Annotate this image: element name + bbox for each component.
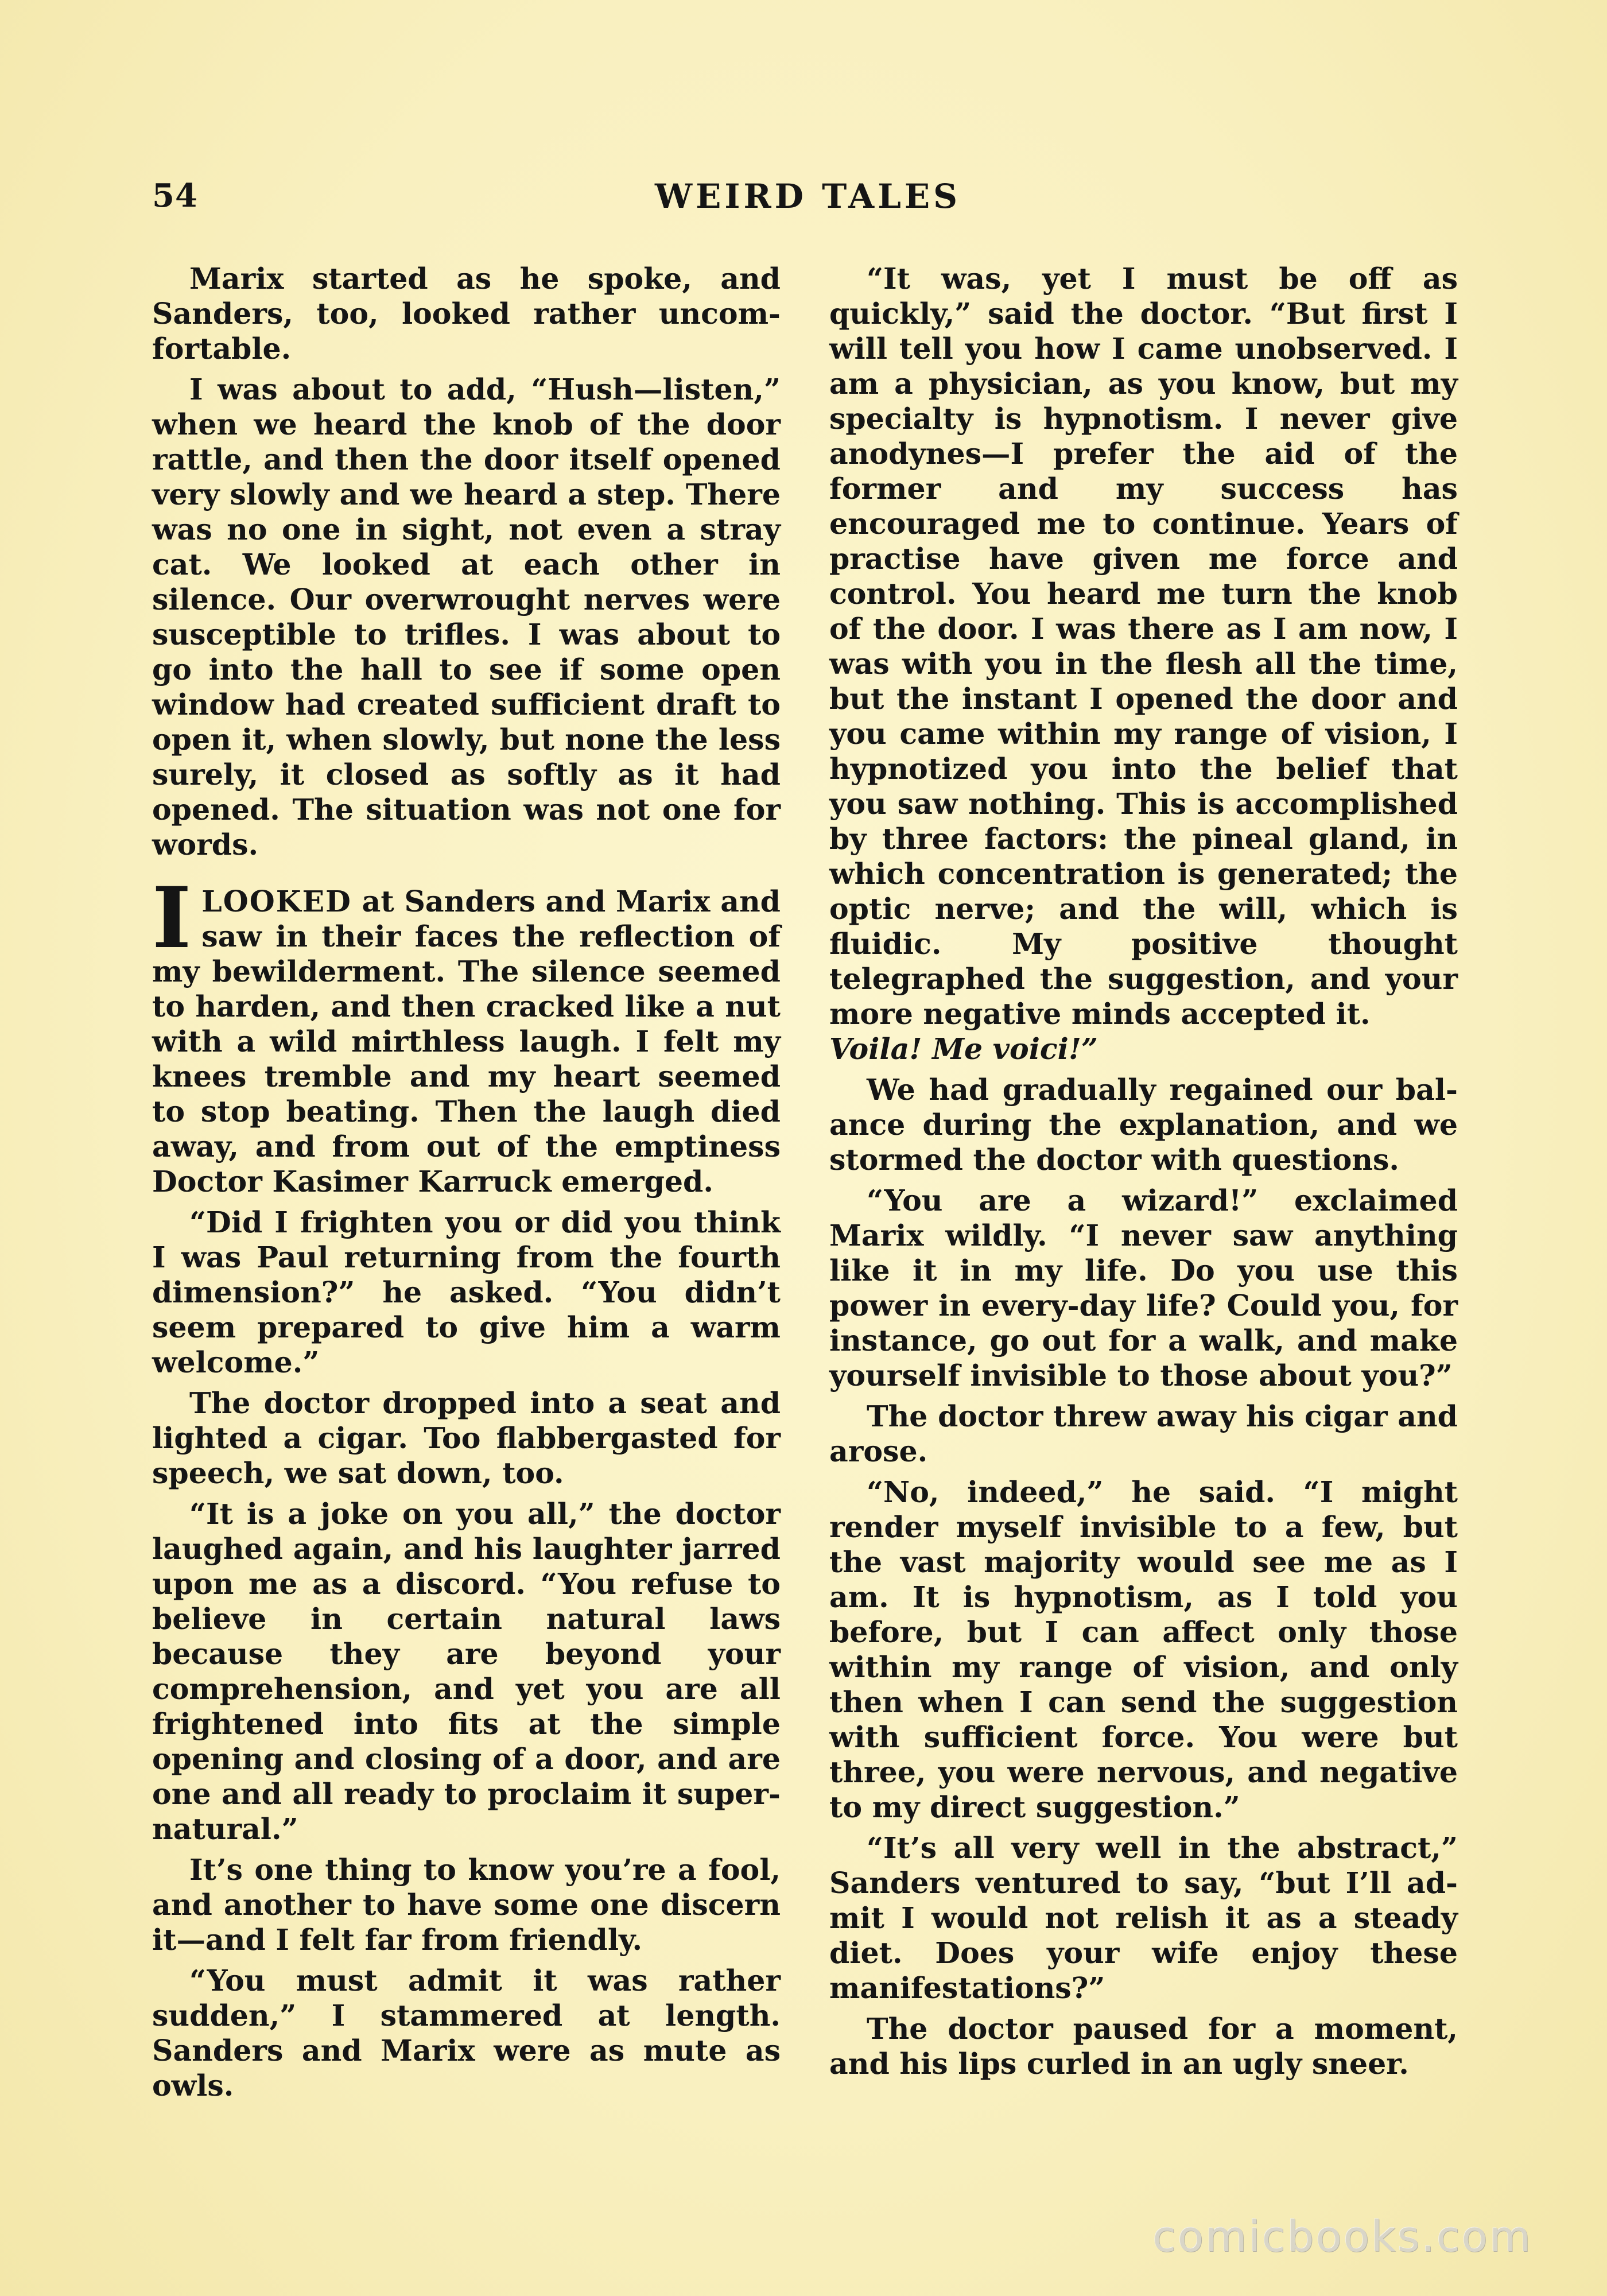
paragraph: “Did I frighten you or did you think I was Paul returning from the fourth dimension?” he asked. “You didn’t seem prepared to give him a warm welcome.” <box>152 1205 781 1379</box>
paragraph: “You are a wizard!” exclaimed Marix wildly. “I never saw anything like it in my life. Do you use this power in every-day life? Could you, for instance, go out for a walk, and make yourself invisible to those about you?” <box>829 1184 1458 1393</box>
right-column <box>829 261 1458 2087</box>
opening-word: LOOKED <box>201 885 352 918</box>
paragraph: Marix started as he spoke, and Sanders, too, looked rather uncomfortable. <box>152 262 781 366</box>
paragraph: “No, indeed,” he said. “I might render myself invisible to a few, but the vast majority would see me as I am. It is hypnotism, as I told you before, but I can affect only those within my range of vision, and only then when I can send the suggestion with sufficient force. You were but three, you were nervous, and negative to my direct suggestion.” <box>829 1475 1458 1824</box>
left-column <box>152 261 781 2109</box>
paragraph: The doctor dropped into a seat and lighted a cigar. Too flabbergasted for speech, we sat down, too. <box>152 1386 781 1490</box>
page-number: 54 <box>152 177 198 215</box>
paragraph-text: at Sanders and Marix and saw in their faces the reflection of my bewilderment. The silence seemed to harden, and then cracked like a nut with a wild mirthless laugh. I felt my knees tremble and my heart seemed to stop beating. Then the laugh died away, and from out of the emptiness Doctor Kasimer Karruck emerged. <box>152 885 781 1199</box>
paragraph: We had gradually regained our balance during the explanation, and we stormed the doctor with questions. <box>829 1073 1458 1177</box>
italic-exclamation: Voila! Me voici!” <box>829 1032 1098 1066</box>
paragraph <box>829 261 1458 1066</box>
drop-cap: I <box>152 869 192 967</box>
paragraph: “You must admit it was rather sudden,” I stammered at length. Sanders and Marix were as mute as owls. <box>152 1964 781 2103</box>
paragraph: The doctor threw away his cigar and arose. <box>829 1399 1458 1468</box>
page-header <box>152 177 1464 223</box>
paragraph: “It’s all very well in the abstract,” Sanders ventured to say, “but I’ll admit I would not relish it as a steady diet. Does your wife enjoy these manifestations?” <box>829 1831 1458 2005</box>
paragraph: The doctor paused for a moment, and his lips curled in an ugly sneer. <box>829 2012 1458 2081</box>
running-title: WEIRD TALES <box>654 177 961 216</box>
paragraph: I was about to add, “Hush—listen,” when we heard the knob of the door rattle, and then the door itself opened very slowly and we heard a step. There was no one in sight, not even a stray cat. We looked at each other in silence. Our overwrought nerves were susceptible to trifles. I was about to go into the hall to see if some open window had created sufficient draft to open it, when slowly, but none the less surely, it closed as softly as it had opened. The situation was not one for words. <box>152 373 781 862</box>
paragraph: “It is a joke on you all,” the doctor laughed again, and his laughter jarred upon me as a discord. “You refuse to believe in certain natural laws because they are beyond your comprehension, and yet you are all frightened into fits at the simple opening and closing of a door, and are one and all ready to proclaim it supernatural.” <box>152 1497 781 1846</box>
watermark: comicbooks.com <box>1152 2212 1532 2262</box>
section-opening-paragraph <box>152 869 781 1199</box>
paragraph: It’s one thing to know you’re a fool, and another to have some one discern it—and I felt far from friendly. <box>152 1853 781 1957</box>
paragraph-text: “It was, yet I must be off as quickly,” said the doctor. “But first I will tell you how I came unobserved. I am a physician, as you know, but my specialty is hypnotism. I never give anodynes—I prefer the aid of the former and my success has encouraged me to continue. Years of practise have given me force and control. You heard me turn the knob of the door. I was there as I am now, I was with you in the flesh all the time, but the instant I opened the door and you came within my range of vision, I hypnotized you into the belief that you saw nothing. This is accomplished by three factors: the pineal gland, in which concentration is generated; the optic nerve; and the will, which is fluidic. My positive thought telegraphed the suggestion, and your more negative minds accepted it. <box>829 262 1458 1031</box>
